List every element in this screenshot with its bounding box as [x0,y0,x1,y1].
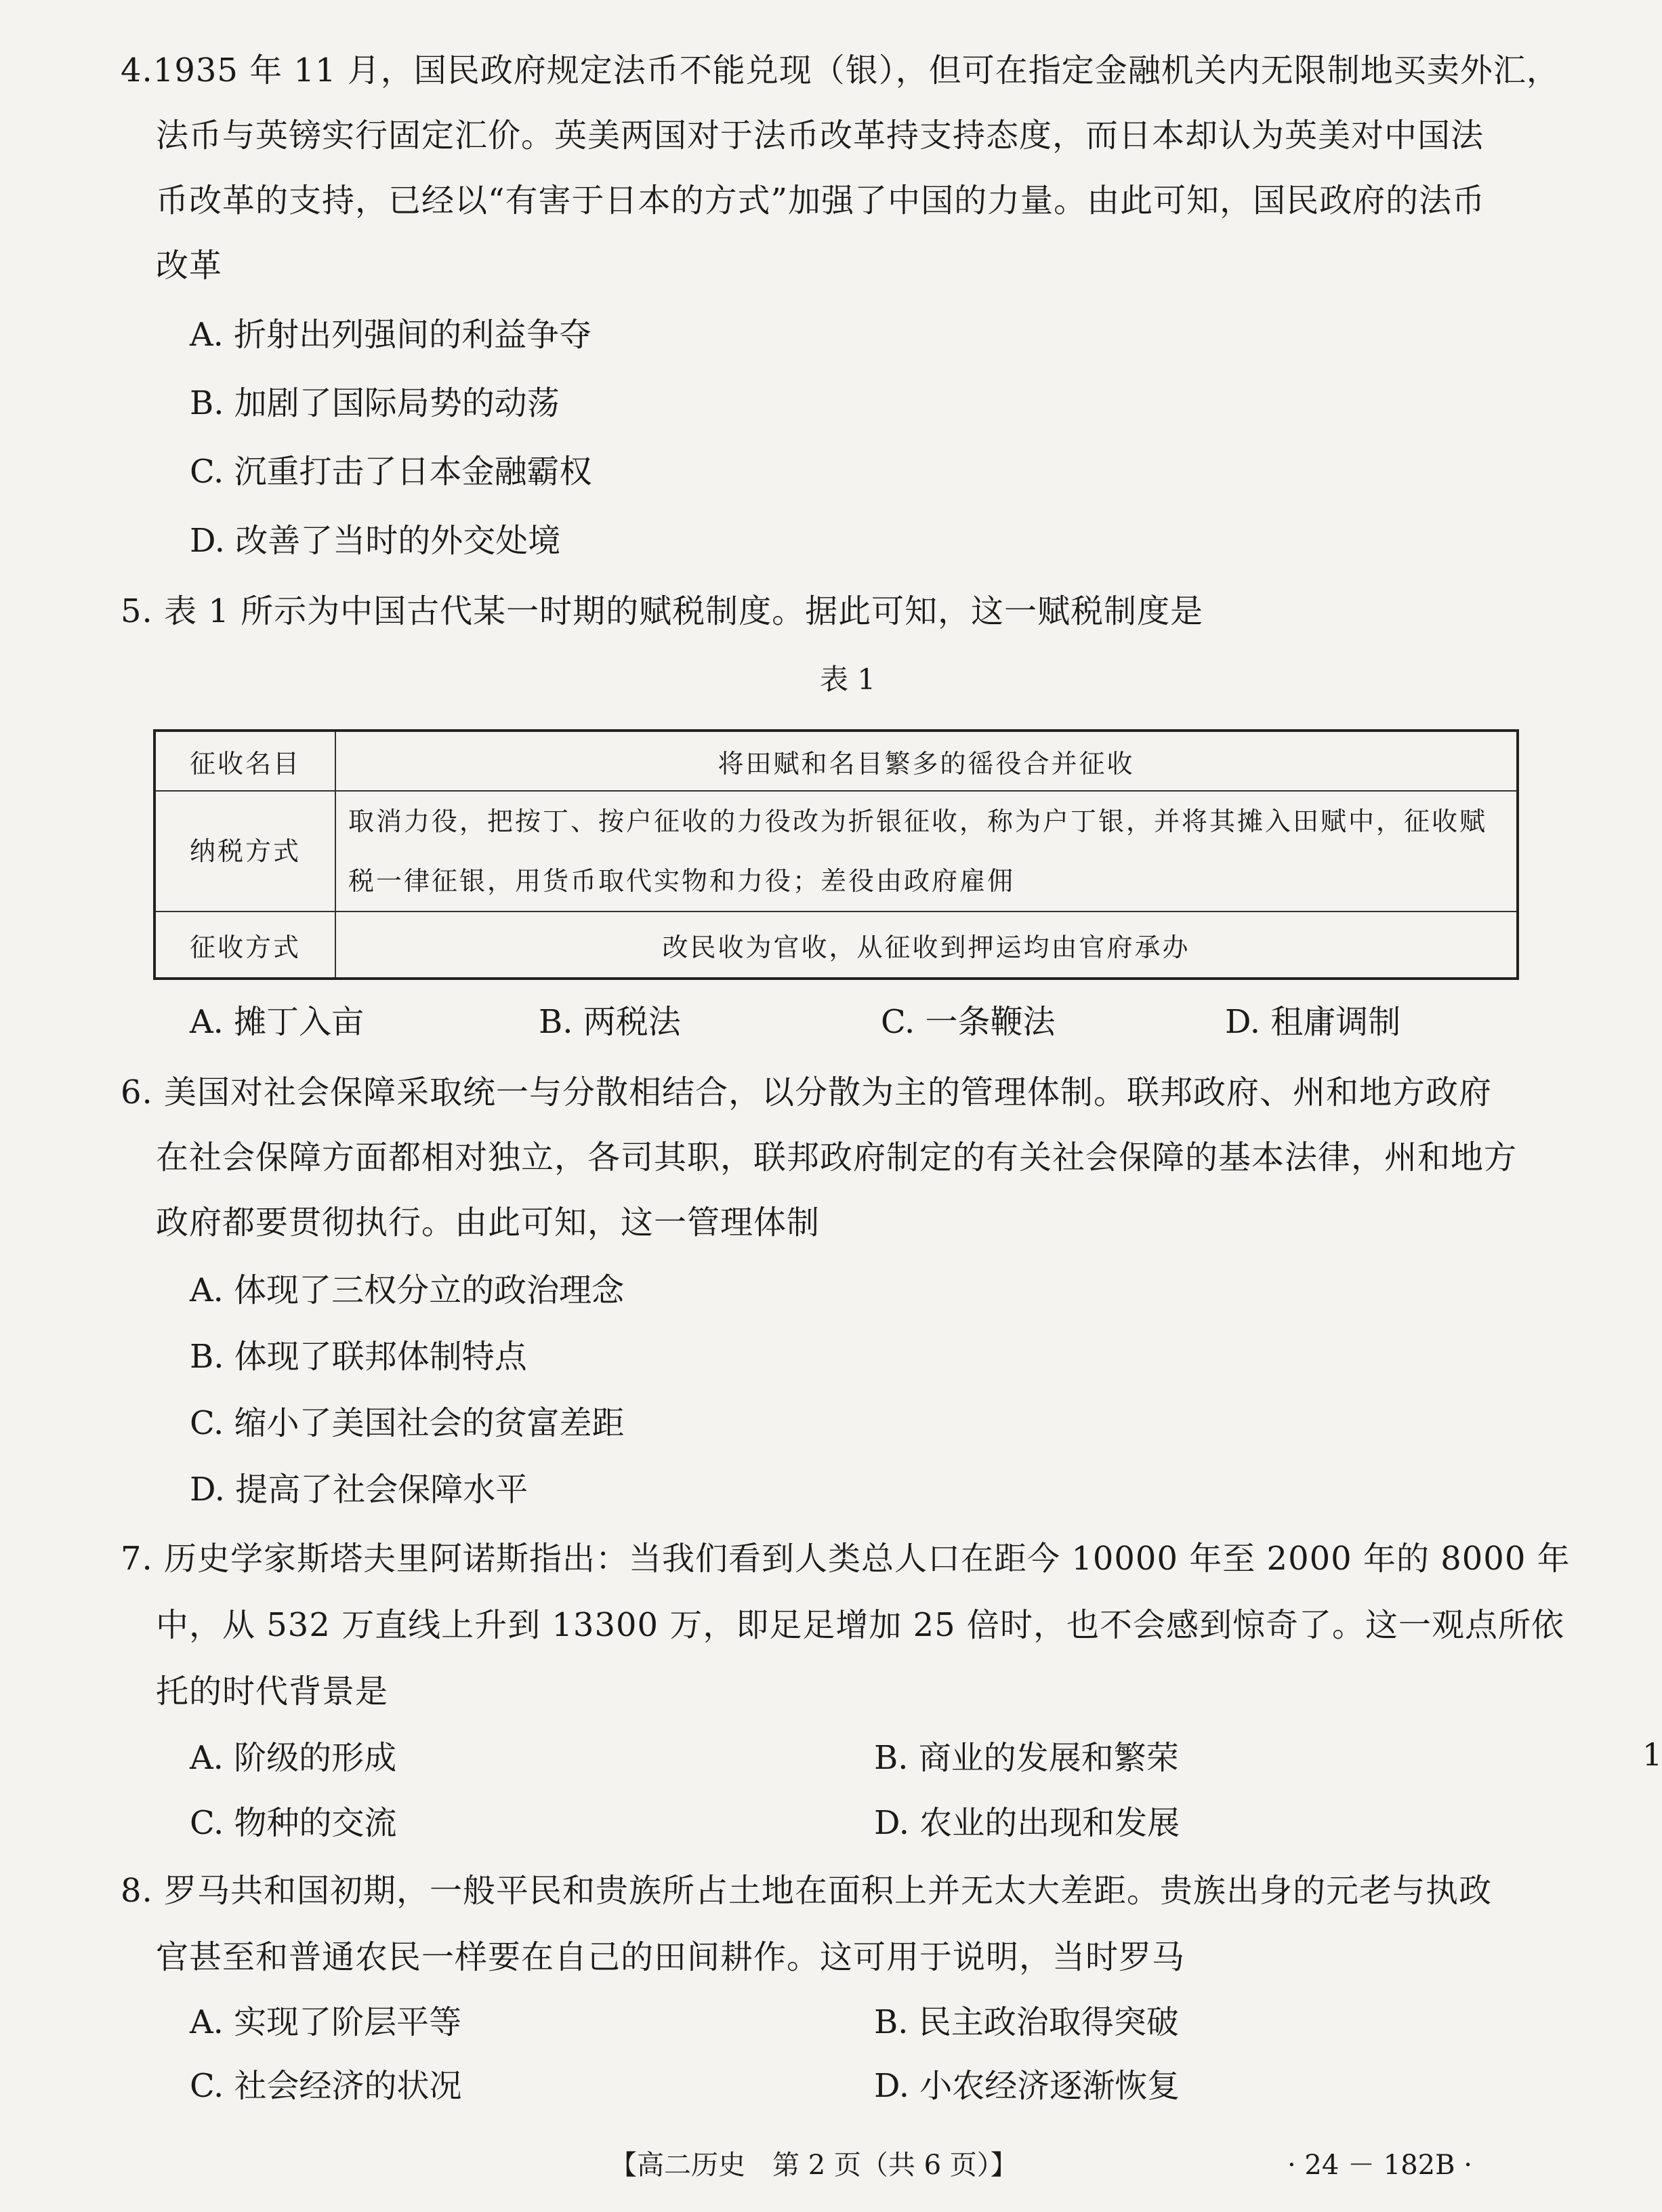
q5-option-a: A. 摊丁入亩 [190,1003,365,1041]
table-cell: 改民收为官收，从征收到押运均由官府承办 [335,912,1518,979]
q6-option-d: D. 提高了社会保障水平 [190,1471,528,1509]
q7-option-d: D. 农业的出现和发展 [874,1804,1180,1842]
edge-mark: 1 [1642,1736,1662,1773]
q4-line-4: 改革 [156,247,223,285]
table-caption: 表 1 [820,663,876,696]
table-row-head: 征收名目 [154,731,335,791]
q7-option-b: B. 商业的发展和繁荣 [874,1739,1179,1777]
q4-option-a: A. 折射出列强间的利益争夺 [190,316,592,354]
q5-stem: 5. 表 1 所示为中国古代某一时期的赋税制度。据此可知，这一赋税制度是 [121,592,1204,630]
table-row [154,731,1518,791]
q7-line-1: 7. 历史学家斯塔夫里阿诺斯指出：当我们看到人类总人口在距今 10000 年至 2000 年的 8000 年 [121,1540,1571,1578]
q7-line-3: 托的时代背景是 [156,1673,389,1711]
table-row-head: 纳税方式 [154,791,335,912]
q8-option-c: C. 社会经济的状况 [190,2067,462,2105]
q8-option-b: B. 民主政治取得突破 [874,2003,1179,2041]
q8-line-1: 8. 罗马共和国初期，一般平民和贵族所占土地在面积上并无太大差距。贵族出身的元老与执政 [121,1872,1493,1910]
table-cell-line: 取消力役，把按丁、按户征收的力役改为折银征收，称为户丁银，并将其摊入田赋中，征收赋 [348,806,1488,836]
q7-line-2: 中，从 532 万直线上升到 13300 万，即足足增加 25 倍时，也不会感到惊奇了。这一观点所依 [156,1606,1564,1644]
q5-option-d: D. 租庸调制 [1225,1003,1401,1041]
table-row [154,912,1518,979]
q6-line-1: 6. 美国对社会保障采取统一与分散相结合，以分散为主的管理体制。联邦政府、州和地方政府 [121,1073,1493,1111]
q5-option-b: B. 两税法 [539,1003,681,1041]
q4-line-3: 币改革的支持，已经以“有害于日本的方式”加强了中国的力量。由此可知，国民政府的法币 [156,182,1486,220]
q7-option-a: A. 阶级的形成 [190,1739,397,1777]
q6-option-a: A. 体现了三权分立的政治理念 [190,1271,625,1309]
page-footer-label: 【高二历史 第 2 页（共 6 页）】 [610,2150,1018,2181]
tax-system-table [153,729,1519,980]
q8-option-d: D. 小农经济逐渐恢复 [874,2067,1180,2105]
table-cell-line: 税一律征银，用货币取代实物和力役；差役由政府雇佣 [348,866,1016,896]
page-footer-code: · 24 － 182B · [1287,2150,1472,2181]
table-cell: 将田赋和名目繁多的徭役合并征收 [335,731,1518,791]
table-row [154,791,1518,912]
q6-option-c: C. 缩小了美国社会的贫富差距 [190,1404,625,1442]
q4-option-b: B. 加剧了国际局势的动荡 [190,384,560,422]
q6-line-3: 政府都要贯彻执行。由此可知，这一管理体制 [156,1204,820,1242]
q6-line-2: 在社会保障方面都相对独立，各司其职，联邦政府制定的有关社会保障的基本法律，州和地方 [156,1139,1518,1176]
q4-option-d: D. 改善了当时的外交处境 [190,522,561,560]
q7-option-c: C. 物种的交流 [190,1804,397,1842]
q8-option-a: A. 实现了阶层平等 [190,2003,462,2041]
q4-line-2: 法币与英镑实行固定汇价。英美两国对于法币改革持支持态度，而日本却认为英美对中国法 [156,117,1484,155]
q4-option-c: C. 沉重打击了日本金融霸权 [190,453,592,491]
table-row-head: 征收方式 [154,912,335,979]
q4-line-1: 4.1935 年 11 月，国民政府规定法币不能兑现（银），但可在指定金融机关内无限制地买卖外汇， [121,52,1560,89]
q6-option-b: B. 体现了联邦体制特点 [190,1338,527,1376]
q5-option-c: C. 一条鞭法 [881,1003,1056,1041]
q8-line-2: 官甚至和普通农民一样要在自己的田间耕作。这可用于说明，当时罗马 [156,1938,1186,1976]
table-cell [335,791,1518,912]
